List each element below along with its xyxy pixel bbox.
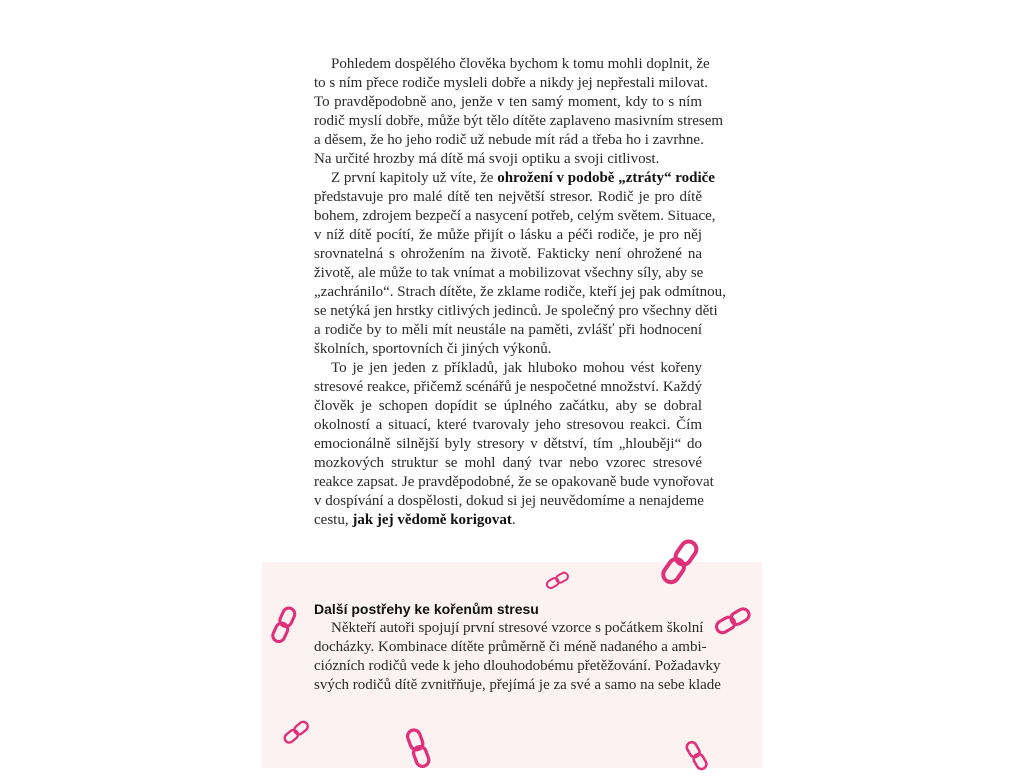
text-line: [314, 74, 709, 93]
text-line: [314, 112, 724, 131]
main-text-column: [314, 55, 726, 530]
text-segment: životě, ale může to tak vnímat a mobilizovat všechny síly, aby se: [314, 265, 704, 281]
text-segment: rodič myslí dobře, může být tělo dítěte zaplaveno masivním stresem: [314, 113, 724, 129]
chain-link-icon: [677, 736, 716, 775]
text-segment: svých rodičů dítě zvnitřňuje, přejímá je za své a samo na sebe klade: [314, 677, 721, 693]
text-line: [314, 188, 702, 207]
text-line: [314, 435, 702, 454]
text-line: [314, 93, 702, 112]
text-line: [314, 638, 707, 657]
text-segment: Na určité hrozby má dítě má svoji optiku a svoji citlivost.: [314, 151, 660, 167]
text-segment: Z první kapitoly už víte, že: [331, 170, 498, 186]
text-segment: školních, sportovních či jiných výkonů.: [314, 341, 552, 357]
text-line: [314, 359, 702, 378]
paragraph: [314, 359, 714, 530]
text-segment: emocionálně silnější byly stresory v dětství, tím „hlouběji“ do: [314, 436, 702, 452]
text-segment: a děsem, že ho jeho rodič už nebude mít rád a třeba ho i zavrhne.: [314, 132, 704, 148]
chain-link-icon: [260, 601, 308, 649]
text-line: [314, 492, 702, 511]
chain-link-icon: [709, 597, 757, 645]
text-segment: srovnatelná s ohrožením na životě. Fakticky není ohrožené na: [314, 246, 702, 262]
text-segment: představuje pro malé dítě ten největší stresor. Rodič je pro dítě: [314, 189, 702, 205]
chain-link-icon: [649, 531, 711, 593]
paragraph: [314, 169, 726, 359]
paragraph: [314, 619, 721, 695]
text-segment: docházky. Kombinace dítěte průměrně či méně nadaného a ambi-: [314, 639, 707, 655]
text-line: [314, 150, 702, 169]
text-line: [314, 619, 702, 638]
text-line: [314, 245, 702, 264]
text-segment: ciózních rodičů vede k jeho dlouhodobému přetěžování. Požadavky: [314, 658, 721, 674]
text-segment: To pravděpodobně ano, jenže v ten samý moment, kdy to s ním: [314, 94, 702, 110]
text-segment: se netýká jen hrstky citlivých jedinců. Je společný pro všechny děti: [314, 303, 718, 319]
chain-link-icon: [278, 714, 314, 750]
text-line: [314, 416, 702, 435]
chain-link-icon: [542, 565, 573, 596]
paragraph: [314, 55, 724, 169]
text-line: [314, 131, 702, 150]
text-line: [314, 207, 716, 226]
text-line: [314, 302, 718, 321]
bold-text: ohrožení v podobě „ztráty“ rodiče: [497, 170, 715, 186]
text-segment: a rodiče by to měli mít neustále na paměti, zvlášť při hodnocení: [314, 322, 702, 338]
bold-text: jak jej vědomě korigovat: [352, 512, 512, 528]
text-segment: „zachránilo“. Strach dítěte, že zklame rodiče, kteří jej pak odmítnou,: [314, 284, 726, 300]
text-segment: v dospívání a dospělosti, dokud si jej neuvědomíme a nenajdeme: [314, 493, 704, 509]
text-segment: Pohledem dospělého člověka bychom k tomu mohli doplnit, že: [331, 56, 710, 72]
text-line: [314, 55, 710, 74]
text-line: [314, 511, 702, 530]
sidebar-box-heading: Další postřehy ke kořenům stresu: [314, 601, 539, 617]
text-segment: mozkových struktur se mohl daný tvar nebo vzorec stresové: [314, 455, 702, 471]
text-line: [314, 169, 715, 188]
text-line: [314, 226, 702, 245]
text-segment: To je jen jeden z příkladů, jak hluboko mohou vést kořeny: [331, 360, 702, 376]
text-line: [314, 340, 702, 359]
text-line: [314, 283, 726, 302]
text-line: [314, 321, 702, 340]
text-line: [314, 378, 702, 397]
chain-link-icon: [393, 723, 443, 773]
text-segment: Někteří autoři spojují první stresové vzorce s počátkem školní: [331, 620, 704, 636]
text-line: [314, 676, 721, 695]
text-line: [314, 657, 721, 676]
text-line: [314, 473, 714, 492]
text-segment: člověk je schopen dopídit se úplného začátku, aby se dobral: [314, 398, 702, 414]
text-segment: to s ním přece rodiče mysleli dobře a nikdy jej nepřestali milovat.: [314, 75, 709, 91]
text-segment: okolností a situací, které tvarovaly jeho stresovou reakci. Čím: [314, 417, 702, 433]
text-segment: bohem, zdrojem bezpečí a nasycení potřeb, celým světem. Situace,: [314, 208, 716, 224]
text-line: [314, 454, 702, 473]
text-line: [314, 264, 702, 283]
text-segment: reakce zapsat. Je pravděpodobné, že se opakovaně bude vynořovat: [314, 474, 714, 490]
text-line: [314, 397, 702, 416]
text-segment: stresové reakce, přičemž scénářů je nespočetné množství. Každý: [314, 379, 702, 395]
text-segment: cestu,: [314, 512, 353, 528]
text-segment: v níž dítě pocítí, že může přijít o lásku a péči rodiče, je pro něj: [314, 227, 702, 243]
text-segment: .: [511, 512, 516, 528]
